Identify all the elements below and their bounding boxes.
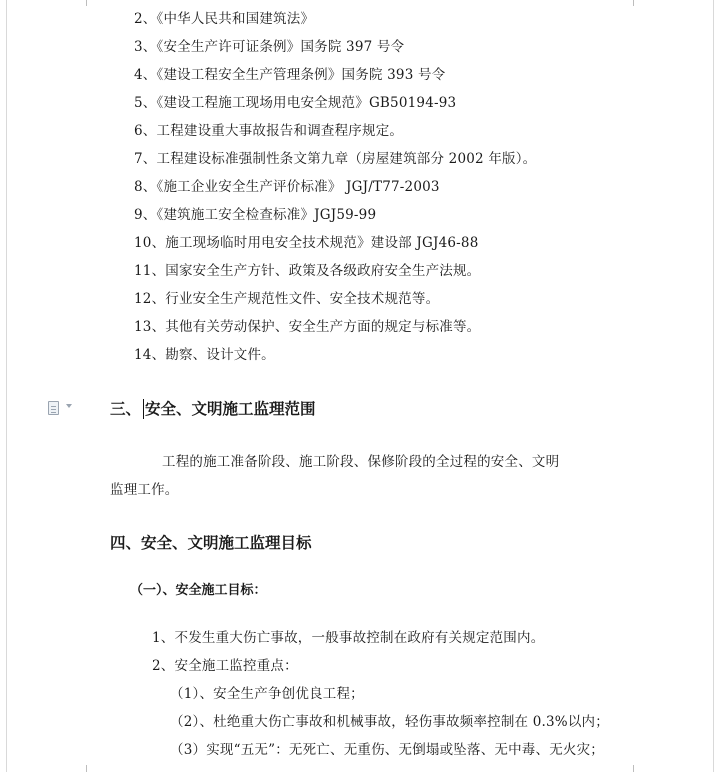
section-heading: 四、安全、文明施工监理目标 <box>110 534 312 552</box>
page-edge-right <box>713 0 714 772</box>
sub-list-item: （1）、安全生产争创优良工程； <box>170 686 364 702</box>
list-item: 7、工程建设标准强制性条文第九章（房屋建筑部分 2002 年版）。 <box>134 151 537 167</box>
paragraph-line: 工程的施工准备阶段、施工阶段、保修阶段的全过程的安全、文明 <box>162 454 560 470</box>
list-item: 13、其他有关劳动保护、安全生产方面的规定与标准等。 <box>134 319 481 335</box>
corner-mark-top-left <box>86 0 87 6</box>
corner-mark-top-right <box>633 0 634 6</box>
list-item: 5、《建设工程施工现场用电安全规范》GB50194-93 <box>134 95 457 111</box>
page-edge-left <box>6 0 7 772</box>
list-item: 1、不发生重大伤亡事故，一般事故控制在政府有关规定范围内。 <box>152 630 545 646</box>
corner-mark-bottom-right <box>633 765 634 772</box>
list-item: 12、行业安全生产规范性文件、安全技术规范等。 <box>134 291 440 307</box>
list-item: 2、《中华人民共和国建筑法》 <box>134 11 315 27</box>
list-item: 4、《建设工程安全生产管理条例》国务院 393 号令 <box>134 67 446 83</box>
text-cursor <box>143 399 144 419</box>
chevron-down-icon[interactable] <box>66 404 72 408</box>
list-item: 11、国家安全生产方针、政策及各级政府安全生产法规。 <box>134 263 481 279</box>
corner-mark-bottom-left <box>86 765 87 772</box>
paragraph-line: 监理工作。 <box>110 482 179 498</box>
list-item: 9、《建筑施工安全检查标准》JGJ59-99 <box>134 207 377 223</box>
section-heading-title[interactable]: 安全、文明施工监理范围 <box>145 400 316 418</box>
subsection-heading: （一）、安全施工目标： <box>130 583 267 598</box>
sub-list-item: （2）、杜绝重大伤亡事故和机械事故，轻伤事故频率控制在 0.3%以内； <box>170 714 609 730</box>
list-item: 10、施工现场临时用电安全技术规范》建设部 JGJ46-88 <box>134 235 479 251</box>
sub-list-item: （3）实现“五无”：无死亡、无重伤、无倒塌或坠落、无中毒、无火灾； <box>170 742 604 758</box>
list-item: 8、《施工企业安全生产评价标准》 JGJ/T77-2003 <box>134 179 440 195</box>
list-item: 6、工程建设重大事故报告和调查程序规定。 <box>134 123 404 139</box>
list-item: 2、安全施工监控重点： <box>152 658 298 674</box>
list-item: 3、《安全生产许可证条例》国务院 397 号令 <box>134 39 405 55</box>
list-item: 14、勘察、设计文件。 <box>134 347 275 363</box>
document-outline-icon[interactable] <box>48 401 59 415</box>
section-heading-number: 三、 <box>110 400 142 418</box>
